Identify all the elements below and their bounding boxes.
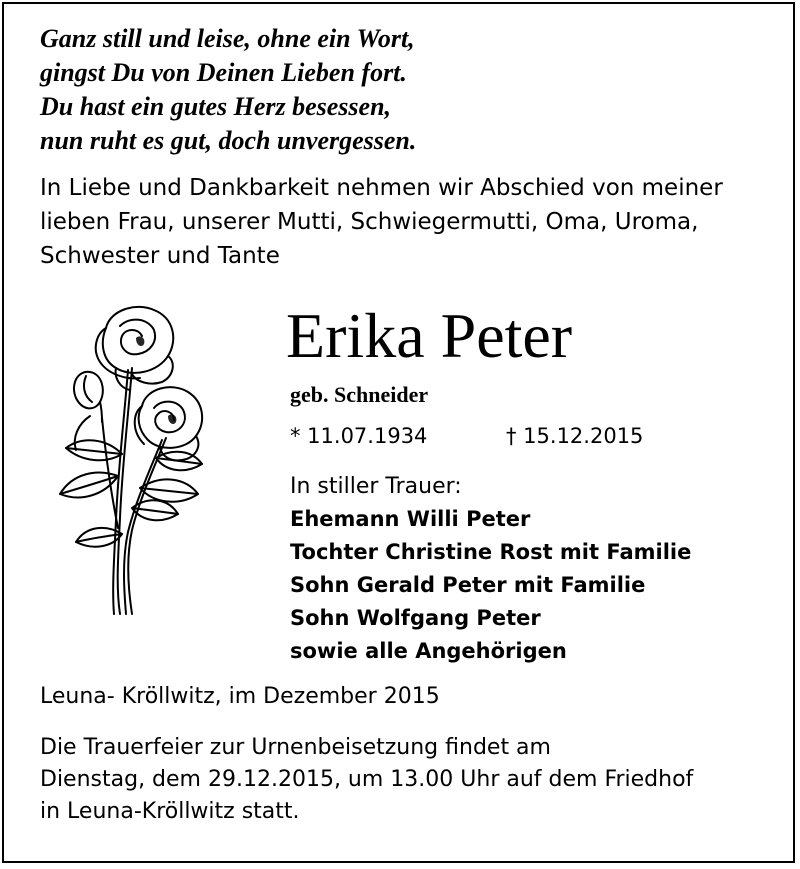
death-date: † 15.12.2015 [506,424,644,448]
funeral-notice [40,732,693,828]
place-and-date: Leuna- Kröllwitz, im Dezember 2015 [40,684,440,709]
mourners-list [290,503,691,668]
poem-line: Du hast ein gutes Herz besessen, [40,92,392,121]
intro-line: In Liebe und Dankbarkeit nehmen wir Abschied von meiner [40,175,723,201]
birth-date: * 11.07.1934 [290,424,428,448]
deceased-name: Erika Peter [286,300,573,371]
poem-line: nun ruht es gut, doch unvergessen. [40,126,417,155]
mourner-entry: Tochter Christine Rost mit Familie [290,540,692,564]
rose-illustration-icon [36,298,222,616]
mourner-entry: Sohn Gerald Peter mit Familie [290,573,646,597]
maiden-name: geb. Schneider [290,382,429,407]
poem-line: gingst Du von Deinen Lieben fort. [40,58,407,87]
mourner-entry: sowie alle Angehörigen [290,639,567,663]
funeral-line: Die Trauerfeier zur Urnenbeisetzung findet am [40,735,551,760]
mourners-heading: In stiller Trauer: [290,474,462,499]
funeral-line: in Leuna-Kröllwitz statt. [40,799,300,824]
mourner-entry: Ehemann Willi Peter [290,507,531,531]
mourner-entry: Sohn Wolfgang Peter [290,606,541,630]
funeral-line: Dienstag, dem 29.12.2015, um 13.00 Uhr auf dem Friedhof [40,767,694,792]
intro-line: lieben Frau, unserer Mutti, Schwiegermutti, Oma, Uroma, [40,209,699,235]
poem-line: Ganz still und leise, ohne ein Wort, [40,24,415,53]
intro-text [40,171,760,273]
poem [40,22,416,158]
intro-line: Schwester und Tante [40,243,280,269]
